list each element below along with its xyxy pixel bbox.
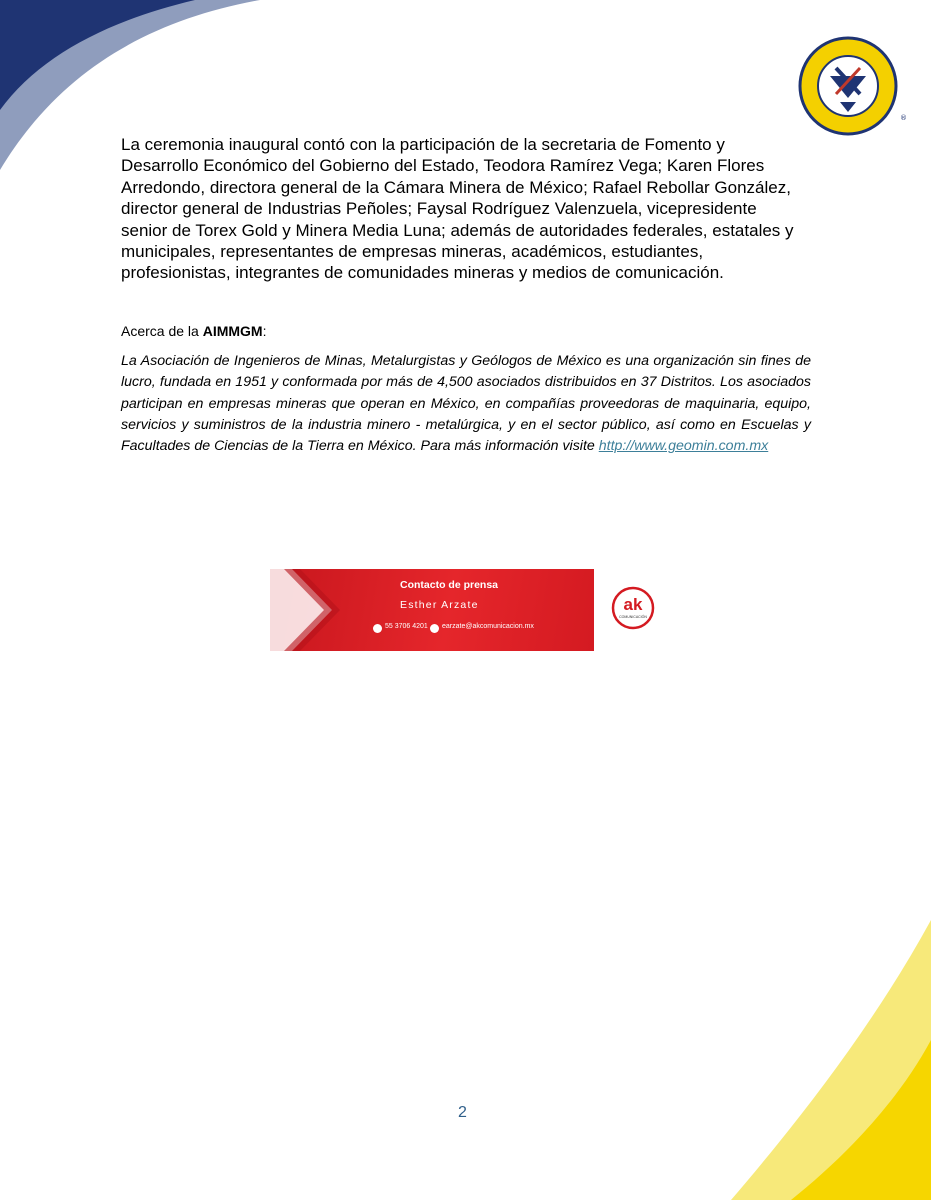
about-heading-prefix: Acerca de la (121, 323, 203, 339)
ak-logo-text: ak (623, 595, 643, 614)
ak-logo-subtext: COMUNICACIÓN (619, 615, 647, 619)
corner-decoration-bottom-right (731, 920, 931, 1200)
page-number: 2 (458, 1104, 467, 1121)
phone-icon (373, 624, 382, 633)
about-paragraph-text: La Asociación de Ingenieros de Minas, Metalurgistas y Geólogos de México es una organización sin fines de lucro, fundada en 1951 y conformada por más de 4,500 asociados distribuidos en 37 Distritos. Los asociados participan en empresas mineras que operan en México, en compañías proveedoras de maquinaria, equipo, servicios y suministros de la industria minero - metalúrgica, y en el sector público, así como en Escuelas y Facultades de Ciencias de la Tierra en México. Para más información visite (121, 353, 811, 455)
press-contact-phone: 55 3706 4201 (385, 623, 428, 630)
mail-icon (430, 624, 439, 633)
body-paragraph: La ceremonia inaugural contó con la participación de la secretaria de Fomento y Desarrollo Económico del Gobierno del Estado, Teodora Ramírez Vega; Karen Flores Arredondo, directora general de la Cámara Minera de México; Rafael Rebollar González, director general de Industrias Peñoles; Faysal Rodríguez Valenzuela, vicepresidente senior de Torex Gold y Minera Media Luna; además de autoridades federales, estatales y municipales, representantes de empresas mineras, académicos, estudiantes, profesionistas, integrantes de comunidades mineras y medios de comunicación. (121, 135, 794, 283)
about-heading-org: AIMMGM (202, 323, 263, 339)
about-heading (121, 322, 267, 340)
geomin-link[interactable]: http://www.geomin.com.mx (598, 438, 769, 455)
about-paragraph (121, 351, 811, 457)
ak-comunicacion-logo-icon (610, 585, 656, 631)
press-contact-title: Contacto de prensa (400, 579, 499, 591)
svg-text:®: ® (900, 114, 907, 122)
press-contact-banner (270, 569, 662, 651)
chevron-decoration-icon (270, 569, 390, 651)
press-contact-name: Esther Arzate (400, 599, 479, 611)
about-heading-suffix: : (262, 323, 267, 339)
press-contact-email: earzate@akcomunicacion.mx (442, 623, 534, 630)
aimmgm-seal-icon (796, 36, 908, 136)
